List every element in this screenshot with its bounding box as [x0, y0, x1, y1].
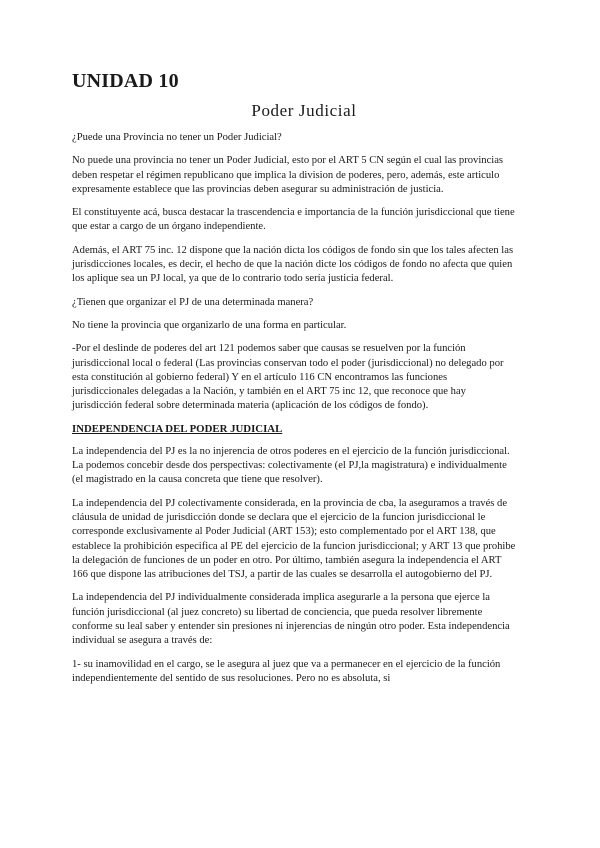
question-paragraph: ¿Puede una Provincia no tener un Poder Judicial?	[72, 132, 282, 143]
body-paragraph: -Por el deslinde de poderes del art 121 podemos saber que causas se resuelven por la función jurisdiccional local o federal (Las provincias conservan todo el poder (jurisdiccional) no delegado por esta constitución al gobierno federal) Y en el artículo 116 CN encontramos las funciones jurisdiccionales delegadas a la Nación, y también en el ART 75 inc 12, que reconoce que hay jurisdicción federal sobre determinada materia (aplicación de los códigos de fondo).	[72, 343, 504, 412]
section-title: Poder Judicial	[251, 101, 357, 120]
body-paragraph: 1- su inamovilidad en el cargo, se le asegura al juez que va a permanecer en el ejercicio de la función independientemente del sentido de sus resoluciones. Pero no es absoluta, si	[72, 658, 501, 684]
body-paragraph: La independencia del PJ individualmente considerada implica asegurarle a la persona que ejerce la función jurisdiccional (al juez concreto) su libertad de conciencia, que pueda resolver libremente conforme su leal saber y entender sin presiones ni injerencias de ningún otro poder. Esta independencia individual se asegura a través de:	[72, 592, 510, 647]
body-paragraph: La independencia del PJ colectivamente considerada, en la provincia de cba, la aseguramos a través de cláusula de unidad de jurisdicción donde se declara que el ejercicio de la funcion jurisdiccional le corresponde exclusivamente al Poder Judicial (ART 153); esto complementado por el ART 138, que establece la prohibición especifica al PE del ejercicio de la funcion jurisdiccional; y ART 13 que prohibe la delegación de funciones de un poder en otro. Por último, también asegura la independencia el ART 166 que dispone las atribuciones del TSJ, a partir de las cuales se desarrolla el autogobierno del PJ.	[72, 497, 516, 581]
body-paragraph: No puede una provincia no tener un Poder Judicial, esto por el ART 5 CN según el cual las provincias deben respetar el régimen republicano que implica la division de poderes, pero, además, este articulo expresamente establece que las provincias deben asegurar su administración de justicia.	[72, 155, 504, 195]
body-paragraph: No tiene la provincia que organizarlo de una forma en particular.	[72, 319, 347, 331]
unit-title: UNIDAD 10	[72, 70, 179, 92]
section-subheading: INDEPENDENCIA DEL PODER JUDICIAL	[72, 422, 283, 435]
question-paragraph: ¿Tienen que organizar el PJ de una determinada manera?	[72, 296, 314, 308]
body-paragraph: La independencia del PJ es la no injerencia de otros poderes en el ejercicio de la función jurisdiccional. La podemos concebir desde dos perspectivas: colectivamente (el PJ,la magistratura) e individualmente (el magistrado en la causa concreta que tiene que resolver).	[72, 445, 510, 486]
body-paragraph: El constituyente acá, busca destacar la trascendencia e importancia de la función jurisdiccional que tiene que estar a cargo de un órgano independiente.	[72, 207, 515, 233]
body-paragraph: Además, el ART 75 inc. 12 dispone que la nación dicta los códigos de fondo sin que los tales afecten las jurisdicciones locales, es decir, el hecho de que la nación dicte los códigos de fondo no afecta que quien los aplique sea un PJ local, ya que de lo contrario todo sería justicia federal.	[72, 244, 514, 285]
